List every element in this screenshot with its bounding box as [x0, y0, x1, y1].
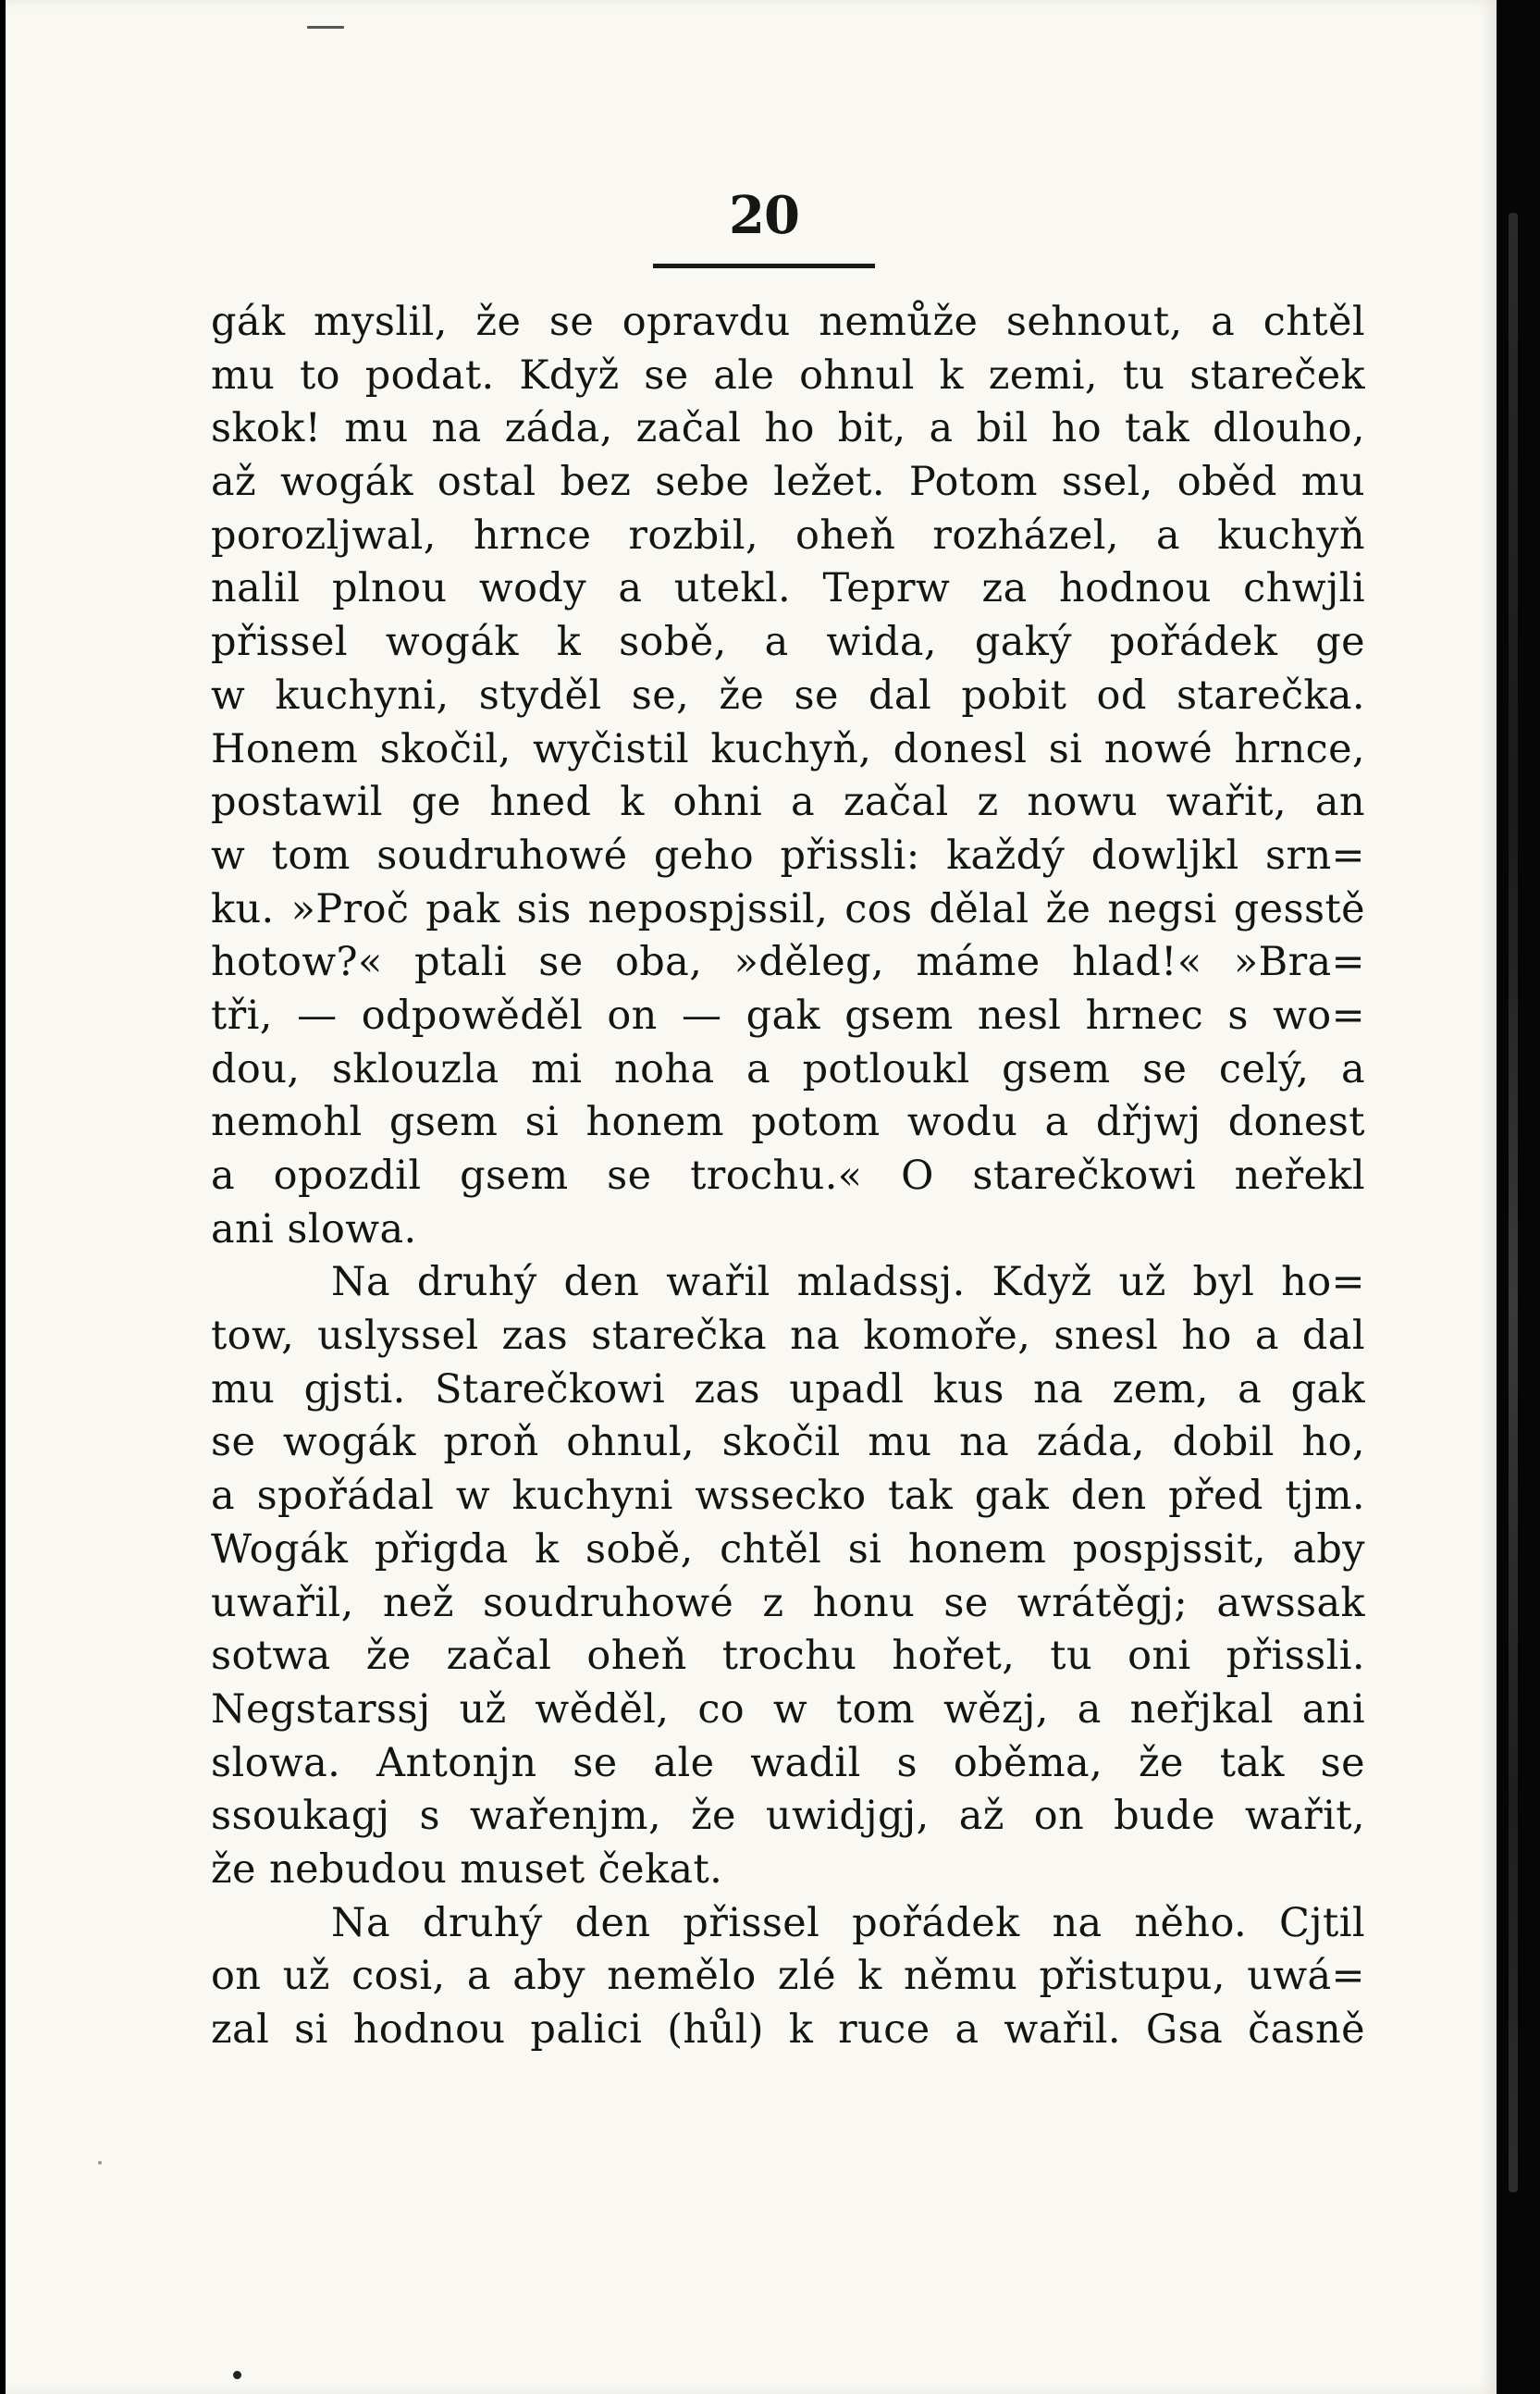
dust-speck	[233, 2371, 241, 2379]
text-line: ani slowa.	[211, 1205, 417, 1253]
paragraph-first-line: Na druhý den přissel pořádek na něho. Cjtil	[331, 1899, 1365, 1946]
text-line: on už cosi, a aby nemělo zlé k němu přistupu, uwá=	[211, 1953, 1365, 2000]
text-line: tow, uslyssel zas starečka na komoře, snesl ho a dal	[211, 1313, 1365, 1360]
text-line: tři, — odpowěděl on — gak gsem nesl hrnec s wo=	[211, 992, 1365, 1039]
text-line: sotwa že začal oheň trochu hořet, tu oni přissli.	[211, 1633, 1365, 1680]
text-line: a opozdil gsem se trochu.« O starečkowi neřekl	[211, 1153, 1365, 1199]
text-line: nemohl gsem si honem potom wodu a dřjwj donest	[211, 1099, 1365, 1146]
page-number-rule	[653, 264, 875, 268]
text-line: dou, sklouzla mi noha a potloukl gsem se celý, a	[211, 1045, 1365, 1092]
book-binding-edge	[1509, 213, 1518, 2192]
text-line: w kuchyni, styděl se, že se dal pobit od starečka.	[211, 672, 1365, 719]
text-line: mu gjsti. Starečkowi zas upadl kus na zem, a gak	[211, 1365, 1365, 1413]
text-line: gák myslil, že se opravdu nemůže sehnout, a chtěl	[211, 299, 1365, 345]
text-line: Honem skočil, wyčistil kuchyň, donesl si nowé hrnce,	[211, 725, 1365, 772]
text-line: ssoukagj s wařenjm, že uwidjgj, až on bude wařit,	[211, 1793, 1365, 1840]
text-line: w tom soudruhowé geho přissli: každý dowljkl srn=	[211, 832, 1365, 879]
text-line: postawil ge hned k ohni a začal z nowu wařit, an	[211, 779, 1365, 826]
text-line: ku. »Proč pak sis nepospjssil, cos dělal že negsi gesstě	[211, 885, 1365, 932]
text-line: až wogák ostal bez sebe ležet. Potom ssel, oběd mu	[211, 459, 1365, 506]
text-line: porozljwal, hrnce rozbil, oheň rozházel, a kuchyň	[211, 512, 1365, 559]
text-line: a spořádal w kuchyni wssecko tak gak den před tjm.	[211, 1473, 1365, 1520]
dust-speck	[307, 26, 344, 29]
text-line: zal si hodnou palici (hůl) k ruce a wařil. Gsa časně	[211, 2006, 1365, 2053]
paragraph-first-line: Na druhý den wařil mladssj. Když už byl ho=	[331, 1259, 1365, 1306]
dust-speck	[98, 2161, 102, 2165]
text-line: přissel wogák k sobě, a wida, gaký pořádek ge	[211, 619, 1365, 666]
page-number: 20	[729, 185, 799, 246]
text-line: slowa. Antonjn se ale wadil s oběma, že tak se	[211, 1739, 1365, 1786]
text-line: Wogák přigda k sobě, chtěl si honem pospjssit, aby	[211, 1525, 1365, 1573]
text-line: Negstarssj už wěděl, co w tom wězj, a neřjkal ani	[211, 1685, 1365, 1733]
body-text	[211, 296, 1365, 2057]
text-line: hotow?« ptali se oba, »děleg, máme hlad!« »Bra=	[211, 939, 1365, 986]
text-line: se wogák proň ohnul, skočil mu na záda, dobil ho,	[211, 1419, 1365, 1466]
book-page	[6, 0, 1497, 2394]
text-line: skok! mu na záda, začal ho bit, a bil ho tak dlouho,	[211, 405, 1365, 452]
text-line: mu to podat. Když se ale ohnul k zemi, tu stareček	[211, 352, 1365, 399]
text-line: uwařil, než soudruhowé z honu se wrátěgj; awssak	[211, 1579, 1365, 1626]
text-line: nalil plnou wody a utekl. Teprw za hodnou chwjli	[211, 565, 1365, 612]
scan-edge	[1497, 0, 1540, 2394]
text-line: že nebudou muset čekat.	[211, 1845, 723, 1893]
